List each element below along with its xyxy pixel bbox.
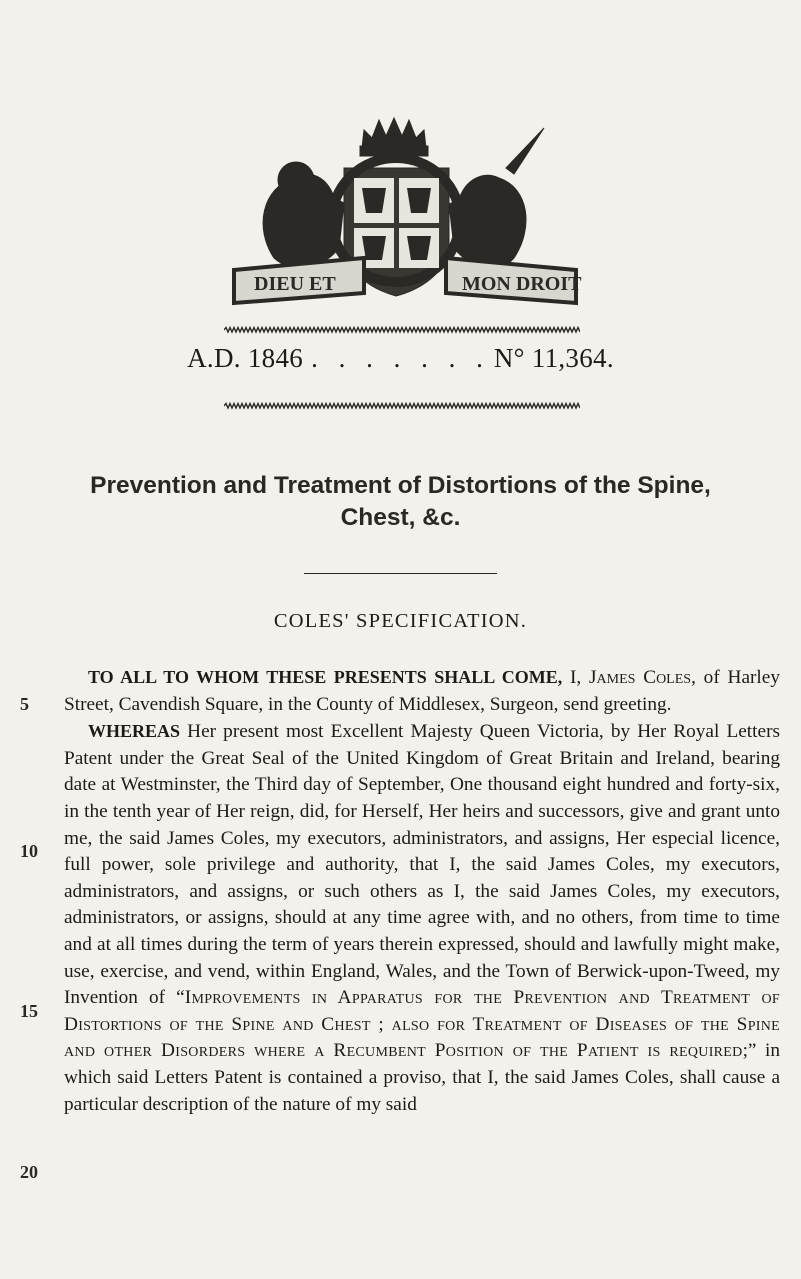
line-number: 15 [20,1001,38,1021]
specification-body [64,664,780,1118]
specification-heading: COLES' SPECIFICATION. [273,610,528,632]
text-run: I, [562,667,590,688]
patent-title [40,470,761,534]
line-number: 10 [20,841,38,861]
line-number: 5 [20,694,29,714]
motto-right: MON DROIT [462,273,582,295]
text-run: ;” in which said Letters Patent is contained a proviso, that I, the said James Coles, shall cause a particular description of the nature of my said [64,1040,780,1115]
royal-coat-of-arms [214,108,596,313]
leader-dots: . . . . . . . [311,343,490,373]
text-run: , of Harley Street, Cavendish Square, in the County of Middlesex, Surgeon, send greeting. [64,667,780,715]
patent-number: N° 11,364. [493,343,614,373]
line-number: 20 [20,1162,38,1182]
motto-left: DIEU ET [254,273,336,295]
patent-year: A.D. 1846 [187,343,304,373]
divider-rule [304,573,497,574]
paragraph-whereas [64,718,780,1118]
invention-title: Improvements in Apparatus for the Prevention and Treatment of Distortions of the Spine and Chest ; also for Treatment of Diseases of the Spine and other Disorders where a Recumbent Position of the Patient is required [64,987,780,1062]
decorative-wavy-rule-top [224,326,580,334]
whereas-word: WHEREAS [88,721,181,742]
text-run: Her present most Excellent Majesty Queen Victoria, by Her Royal Letters Patent under the Great Seal of the United Kingdom of Great Britain and Ireland, bearing date at Westminster, the Third day of September, One thousand eight hundred and forty-six, in the tenth year of Her reign, did, for Herself, Her heirs and successors, give and grant unto me, the said James Coles, my executors, administrators, and assigns, Her especial licence, full power, sole privilege and authority, that I, the said James Coles, my executors, administrators, and assigns, or such others as I, the said James Coles, my executors, administrators, or assigns, should at any time agree with, and no others, from time to time and at all times during the term of years therein expressed, should and lawfully might make, use, exercise, and vend, within England, Wales, and the Town of Berwick-upon-Tweed, my Invention of “ [64,721,780,1009]
decorative-wavy-rule-bottom [224,402,580,410]
patent-title-line-1: Prevention and Treatment of Distortions of the Spine, [90,472,711,499]
inventor-name: James Coles [589,667,692,688]
opening-words: TO ALL TO WHOM THESE PRESENTS SHALL COME, [88,667,563,687]
patent-reference [0,343,801,374]
paragraph-greeting [64,664,780,718]
patent-title-line-2: Chest, &c. [340,504,461,531]
